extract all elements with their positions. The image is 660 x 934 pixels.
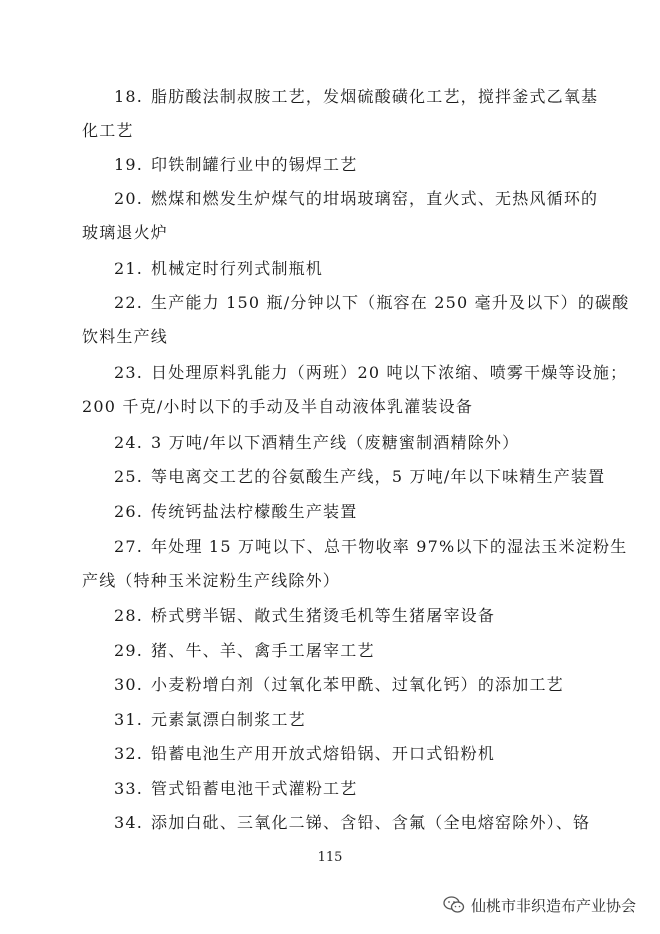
item-text-line1: 19. 印铁制罐行业中的锡焊工艺 <box>82 155 357 174</box>
item-text-line1: 18. 脂肪酸法制叔胺工艺，发烟硫酸磺化工艺，搅拌釜式乙氧基 <box>82 87 598 106</box>
item-number: 22. <box>114 293 144 312</box>
item-number: 32. <box>114 744 144 763</box>
list-item <box>82 530 628 598</box>
item-text-line1: 24. 3 万吨/年以下酒精生产线（废糖蜜制酒精除外） <box>82 433 519 452</box>
list-item <box>82 806 591 840</box>
item-text-line1: 20. 燃煤和燃发生炉煤气的坩埚玻璃窑，直火式、无热风循环的 <box>82 189 598 208</box>
item-text-line1: 30. 小麦粉增白剂（过氧化苯甲酰、过氧化钙）的添加工艺 <box>82 675 564 694</box>
item-number: 25. <box>114 467 144 486</box>
list-item <box>82 182 599 250</box>
item-number: 26. <box>114 502 144 521</box>
item-number: 18. <box>114 87 144 106</box>
item-text-line1: 28. 桥式劈半锯、敞式生猪烫毛机等生猪屠宰设备 <box>82 606 495 625</box>
list-item <box>82 668 582 702</box>
item-text-line1: 22. 生产能力 150 瓶/分钟以下（瓶容在 250 毫升及以下）的碳酸 <box>82 293 629 312</box>
item-number: 21. <box>114 259 144 278</box>
list-item <box>82 703 582 737</box>
watermark <box>443 892 636 918</box>
item-number: 29. <box>114 641 144 660</box>
watermark-text: 仙桃市非织造布产业协会 <box>470 896 636 915</box>
item-number: 23. <box>114 363 144 382</box>
item-text-line1: 34. 添加白砒、三氧化二锑、含铅、含氟（全电熔窑除外）、铬 <box>82 813 590 832</box>
item-text-line1: 29. 猪、牛、羊、禽手工屠宰工艺 <box>82 641 375 660</box>
item-text-line1: 32. 铅蓄电池生产用开放式熔铅锅、开口式铅粉机 <box>82 744 495 763</box>
list-item <box>82 286 630 354</box>
list-item <box>82 634 582 668</box>
item-number: 24. <box>114 433 144 452</box>
item-number: 34. <box>114 813 144 832</box>
item-text-line2: 化工艺 <box>82 121 134 140</box>
item-text-line1: 31. 元素氯漂白制浆工艺 <box>82 710 306 729</box>
item-text-line2: 200 千克/小时以下的手动及半自动液体乳灌装设备 <box>82 397 474 416</box>
list-item <box>82 737 582 771</box>
wechat-icon <box>443 896 465 914</box>
item-number: 27. <box>114 537 144 556</box>
list-item <box>82 599 582 633</box>
item-number: 20. <box>114 189 144 208</box>
list-item <box>82 495 582 529</box>
page-number: 115 <box>317 850 343 865</box>
item-text-line1: 25. 等电离交工艺的谷氨酸生产线，5 万吨/年以下味精生产装置 <box>82 467 605 486</box>
item-number: 31. <box>114 710 144 729</box>
item-number: 30. <box>114 675 144 694</box>
list-item <box>82 80 599 148</box>
list-item <box>82 460 606 494</box>
item-text-line1: 33. 管式铅蓄电池干式灌粉工艺 <box>82 779 357 798</box>
item-text-line1: 27. 年处理 15 万吨以下、总干物收率 97%以下的湿法玉米淀粉生 <box>82 537 627 556</box>
item-text-line1: 21. 机械定时行列式制瓶机 <box>82 259 323 278</box>
item-text-line2: 玻璃退火炉 <box>82 223 169 242</box>
list-item <box>82 252 582 286</box>
item-text-line1: 26. 传统钙盐法柠檬酸生产装置 <box>82 502 357 521</box>
item-text-line2: 饮料生产线 <box>82 327 169 346</box>
list-item <box>82 148 582 182</box>
list-item <box>82 772 582 806</box>
list-item <box>82 426 582 460</box>
item-text-line2: 产线（特种玉米淀粉生产线除外） <box>82 571 341 590</box>
item-number: 28. <box>114 606 144 625</box>
list-item <box>82 356 628 424</box>
item-number: 19. <box>114 155 144 174</box>
item-number: 33. <box>114 779 144 798</box>
item-text-line1: 23. 日处理原料乳能力（两班）20 吨以下浓缩、喷雾干燥等设施； <box>82 363 627 382</box>
